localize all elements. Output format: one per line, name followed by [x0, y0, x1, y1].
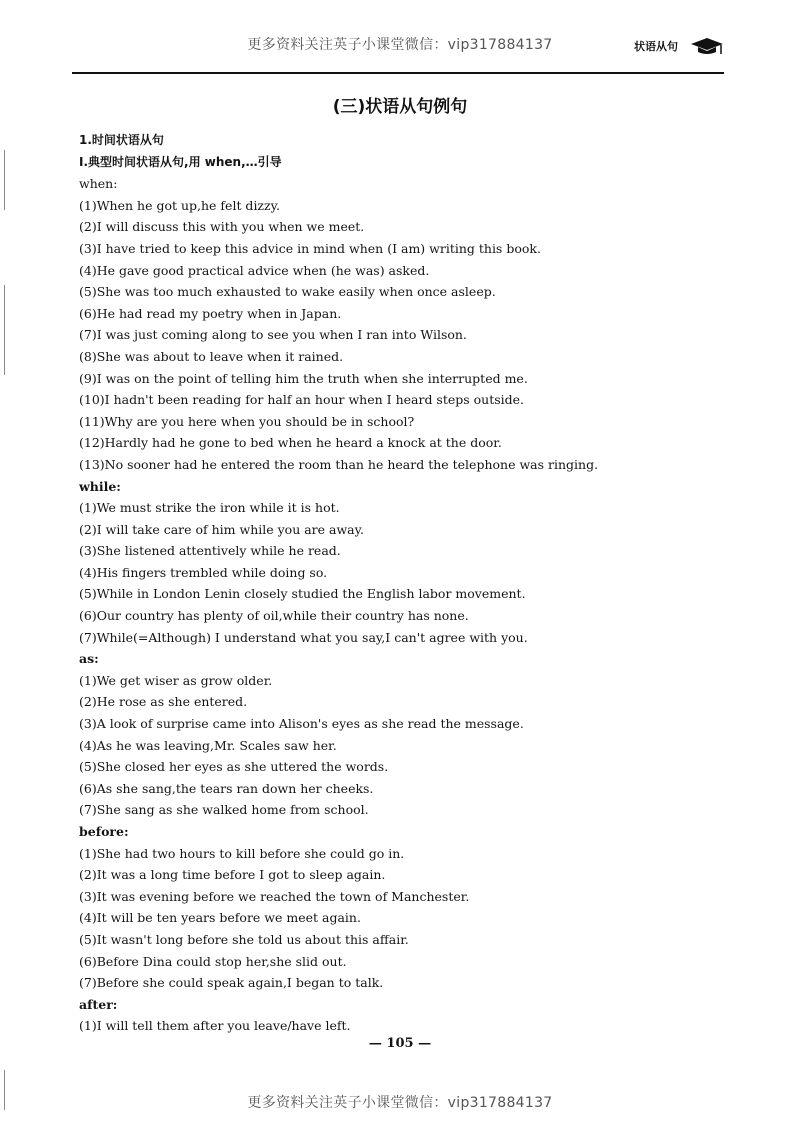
- example-sentence: (4)His fingers trembled while doing so.: [79, 564, 328, 580]
- example-sentence: (8)She was about to leave when it rained.: [79, 348, 344, 364]
- watermark-top: 更多资料关注英子小课堂微信：vip317884137: [247, 37, 553, 53]
- header-rule: [72, 72, 724, 74]
- example-sentence: (12)Hardly had he gone to bed when he heard a knock at the door.: [79, 435, 502, 451]
- example-sentence: (3)It was evening before we reached the town of Manchester.: [79, 888, 470, 904]
- page-title: (三)状语从句例句: [332, 97, 468, 117]
- example-sentence: (5)It wasn't long before she told us about this affair.: [79, 931, 409, 947]
- example-sentence: (1)We must strike the iron while it is hot.: [79, 500, 340, 516]
- example-sentence: (7)Before she could speak again,I began to talk.: [79, 975, 384, 991]
- scan-margin-mark: [4, 150, 5, 210]
- conjunction-label: when:: [79, 176, 118, 192]
- section-heading: 1.时间状语从句: [79, 133, 164, 147]
- example-sentence: (1)I will tell them after you leave/have left.: [79, 1018, 351, 1034]
- example-sentence: (7)While(=Although) I understand what you say,I can't agree with you.: [79, 629, 528, 645]
- example-sentence: (4)He gave good practical advice when (he was) asked.: [79, 262, 430, 278]
- conjunction-label: after:: [79, 996, 118, 1012]
- example-sentence: (11)Why are you here when you should be in school?: [79, 413, 415, 429]
- example-sentence: (2)I will discuss this with you when we meet.: [79, 219, 365, 235]
- scan-margin-mark: [4, 1070, 5, 1110]
- example-sentence: (1)She had two hours to kill before she could go in.: [79, 845, 405, 861]
- example-sentence: (6)He had read my poetry when in Japan.: [79, 305, 342, 321]
- example-sentence: (2)He rose as she entered.: [79, 694, 248, 710]
- example-sentence: (13)No sooner had he entered the room than he heard the telephone was ringing.: [79, 456, 599, 472]
- conjunction-label: while:: [79, 478, 121, 494]
- example-sentence: (3)A look of surprise came into Alison's eyes as she read the message.: [79, 716, 524, 732]
- example-sentence: (4)As he was leaving,Mr. Scales saw her.: [79, 737, 337, 753]
- example-sentence: (6)As she sang,the tears ran down her cheeks.: [79, 780, 374, 796]
- section-heading: Ⅰ.典型时间状语从句,用 when,…引导: [79, 154, 282, 169]
- header-tag-label: 状语从句: [634, 40, 678, 53]
- scan-margin-mark: [4, 285, 5, 375]
- watermark-bottom: 更多资料关注英子小课堂微信：vip317884137: [247, 1095, 553, 1111]
- example-sentence: (2)I will take care of him while you are away.: [79, 521, 365, 537]
- graduation-cap-icon: [690, 36, 724, 56]
- example-sentence: (4)It will be ten years before we meet again.: [79, 910, 361, 926]
- example-sentence: (10)I hadn't been reading for half an hour when I heard steps outside.: [79, 392, 525, 408]
- example-sentence: (3)I have tried to keep this advice in mind when (I am) writing this book.: [79, 240, 541, 256]
- example-sentence: (7)I was just coming along to see you when I ran into Wilson.: [79, 327, 467, 343]
- conjunction-label: as:: [79, 651, 99, 667]
- example-sentence: (6)Before Dina could stop her,she slid out.: [79, 953, 347, 969]
- example-sentence: (1)When he got up,he felt dizzy.: [79, 197, 280, 213]
- conjunction-label: before:: [79, 824, 129, 839]
- example-sentence: (2)It was a long time before I got to sleep again.: [79, 867, 386, 883]
- example-list: [79, 130, 739, 1037]
- example-sentence: (5)While in London Lenin closely studied the English labor movement.: [79, 586, 526, 602]
- example-sentence: (7)She sang as she walked home from school.: [79, 802, 369, 818]
- example-sentence: (5)She was too much exhausted to wake easily when once asleep.: [79, 284, 496, 300]
- header-tag: [602, 36, 722, 56]
- example-sentence: (6)Our country has plenty of oil,while their country has none.: [79, 608, 469, 624]
- example-sentence: (5)She closed her eyes as she uttered the words.: [79, 759, 389, 775]
- page-number: — 105 —: [368, 1036, 432, 1051]
- example-sentence: (9)I was on the point of telling him the truth when she interrupted me.: [79, 370, 528, 386]
- example-sentence: (3)She listened attentively while he read.: [79, 543, 341, 559]
- example-sentence: (1)We get wiser as grow older.: [79, 672, 273, 688]
